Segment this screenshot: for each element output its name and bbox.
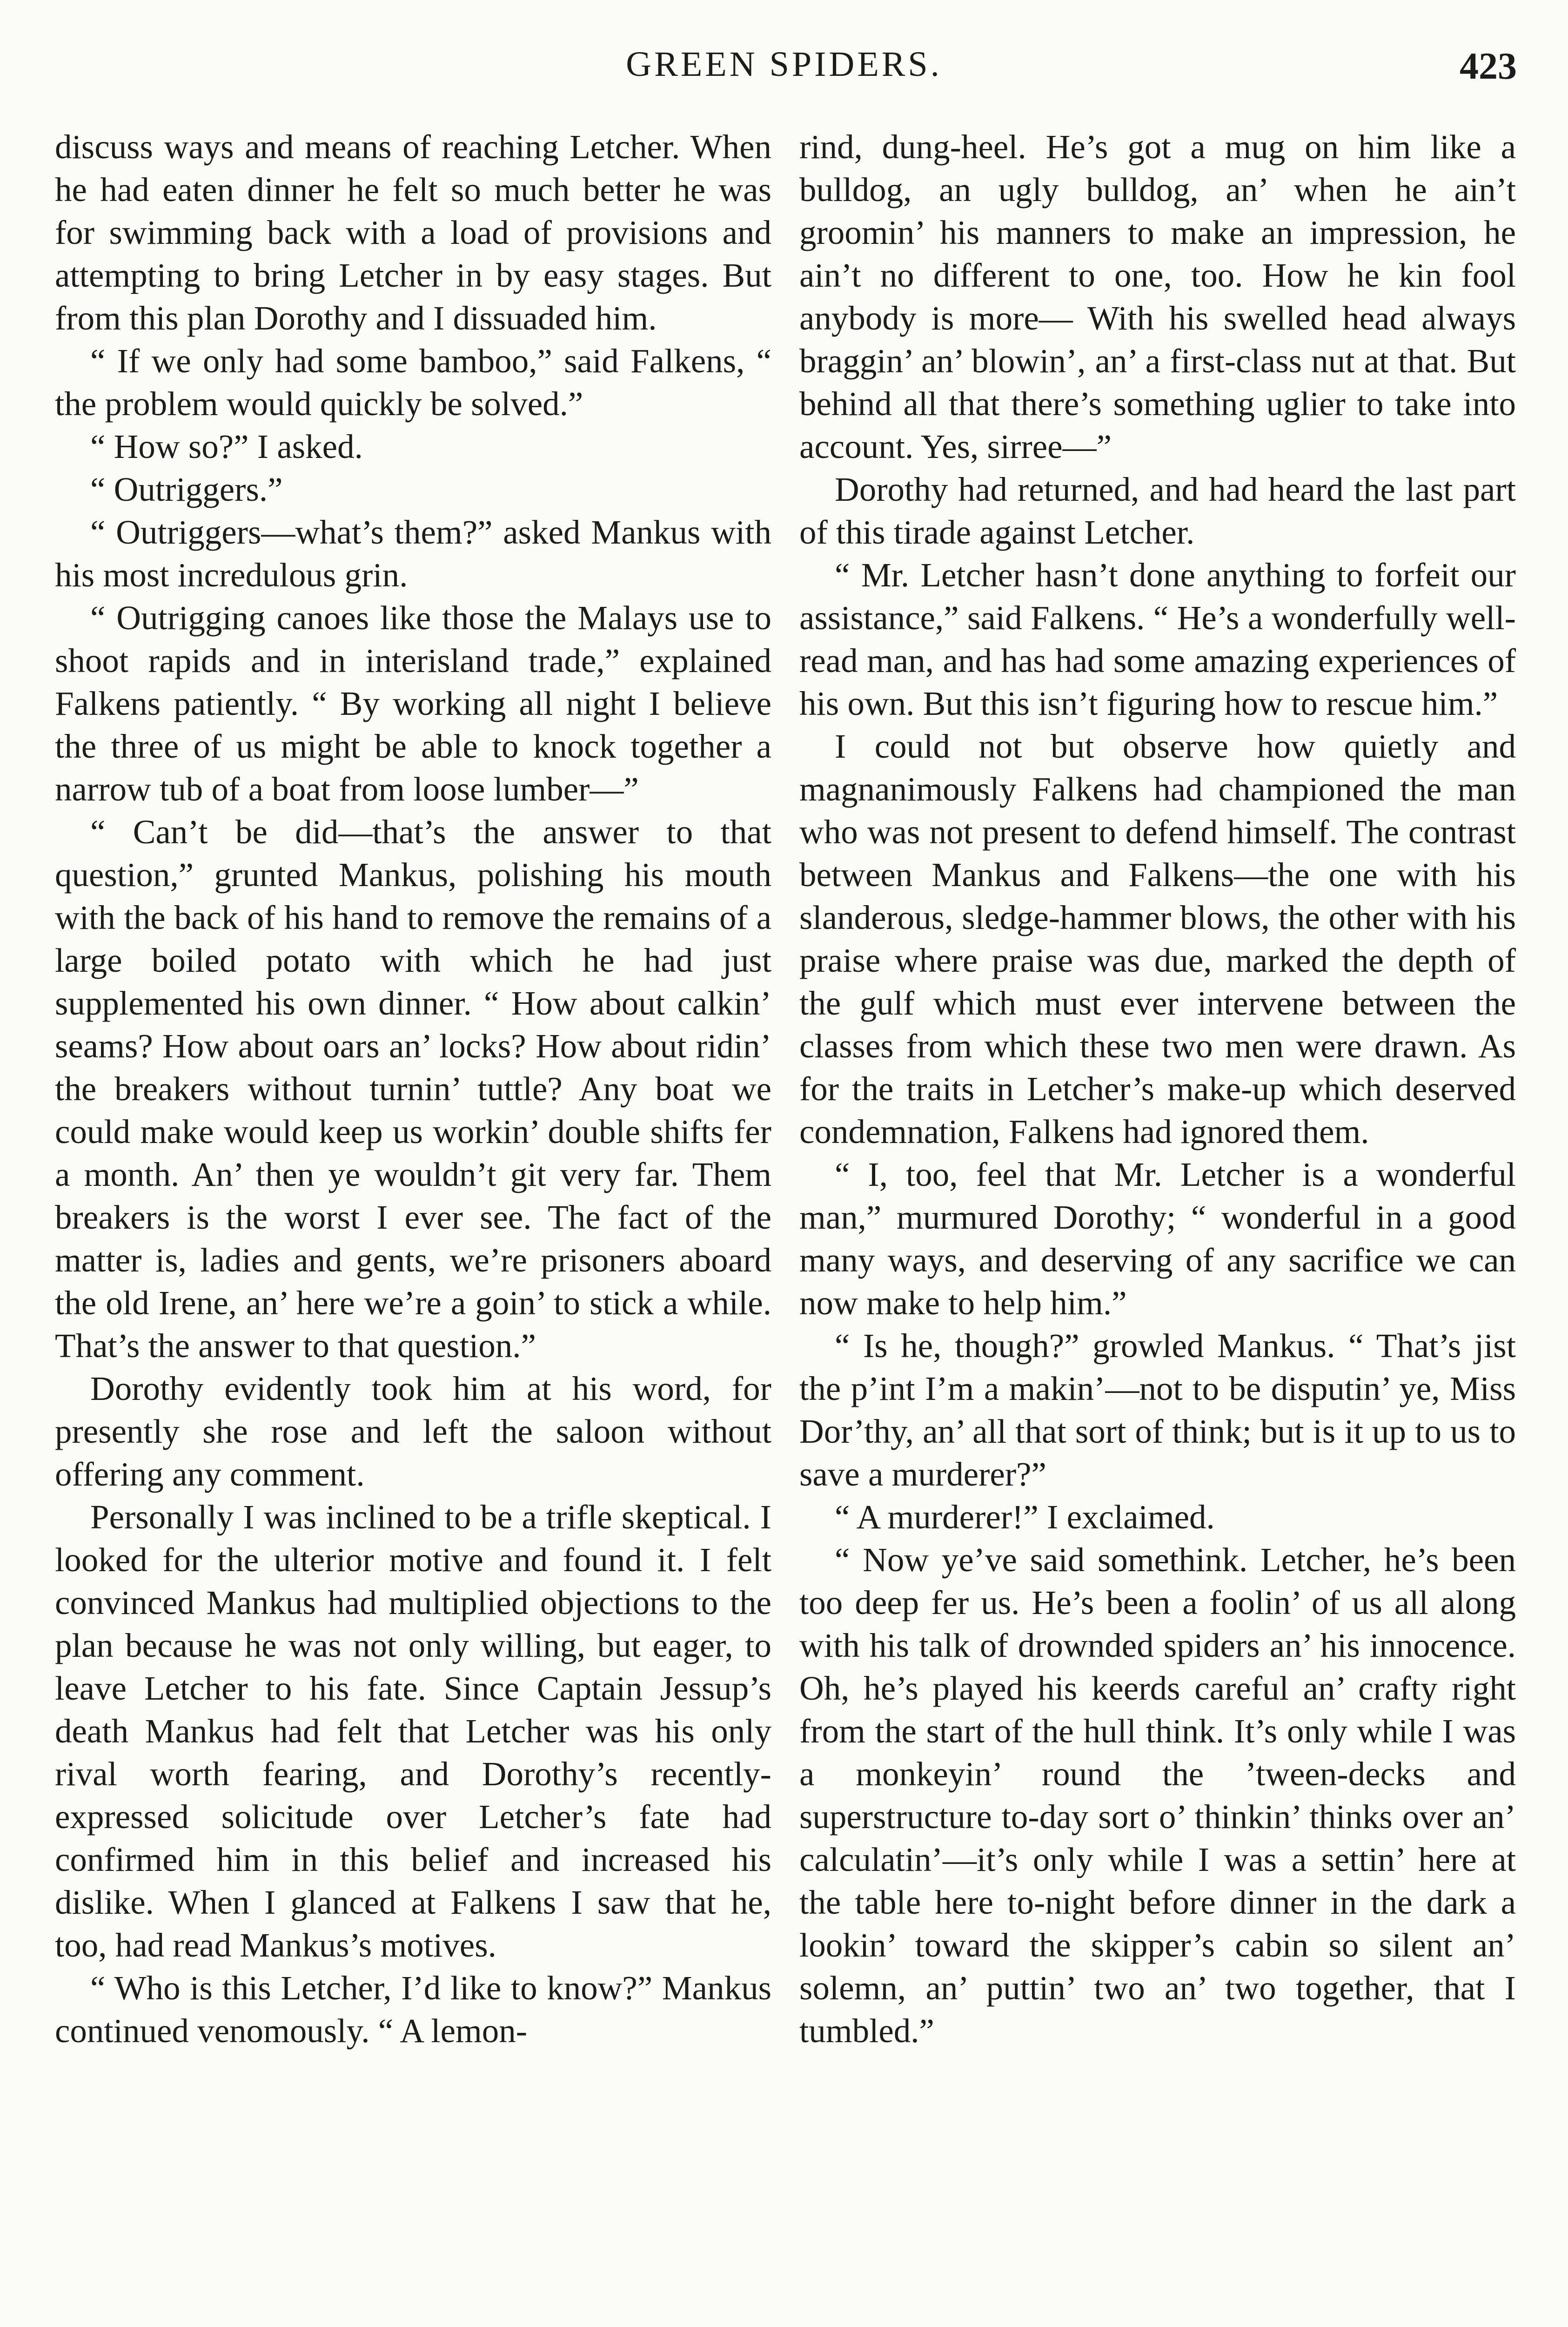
paragraph: “ Outrigging canoes like those the Malays use to shoot rapids and in interisland trade,” explained Falkens patiently. “ By working all night I believe the three of us might be able to knock together a narrow tub of a boat from loose lumber—” bbox=[55, 599, 771, 808]
paragraph: “ I, too, feel that Mr. Letcher is a wonderful man,” murmured Dorothy; “ wonderful in a good many ways, and deserving of any sacrifice we can now make to help him.” bbox=[799, 1156, 1516, 1322]
paragraph: “ Mr. Letcher hasn’t done anything to forfeit our assistance,” said Falkens. “ He’s a wonderfully well-read man, and has had some amazing experiences of his own. But this isn’t figuring how to rescue him.” bbox=[799, 556, 1516, 722]
paragraph: Personally I was inclined to be a trifle skeptical. I looked for the ulterior motive and found it. I felt convinced Mankus had multiplied objections to the plan because he was not only willing, but eager, to leave Letcher to his fate. Since Captain Jessup’s death Mankus had felt that Letcher was his only rival worth fearing, and Dorothy’s recently-expressed solicitude over Letcher’s fate had confirmed him in this belief and increased his dislike. When I glanced at Falkens I saw that he, too, had read Mankus’s motives. bbox=[55, 1498, 771, 1964]
paragraph: discuss ways and means of reaching Letcher. When he had eaten dinner he felt so much better he was for swimming back with a load of provisions and attempting to bring Letcher in by easy stages. But from this plan Dorothy and I dissuaded him. bbox=[55, 128, 771, 337]
paragraph: “ Now ye’ve said somethink. Letcher, he’s been too deep fer us. He’s been a foolin’ of us all along with his talk of drownded spiders an’ his innocence. Oh, he’s played his keerds careful an’ crafty right from the start of the hull think. It’s only while I was a monkeyin’ round the ’tween-decks and superstructure to-day sort o’ thinkin’ thinks over an’ calculatin’—it’s only while I was a settin’ here at the table here to-night before dinner in the dark a lookin’ toward the skipper’s cabin so silent an’ solemn, an’ puttin’ two an’ two together, that I tumbled.” bbox=[799, 1541, 1516, 2050]
paragraph: “ Is he, though?” growled Mankus. “ That’s jist the p’int I’m a makin’—not to be disputin’ ye, Miss Dor’thy, an’ all that sort of think; but is it up to us to save a murderer?” bbox=[799, 1327, 1516, 1493]
paragraph: Dorothy had returned, and had heard the last part of this tirade against Letcher. bbox=[799, 471, 1516, 551]
paragraph: “ Outriggers—what’s them?” asked Mankus with his most incredulous grin. bbox=[55, 513, 771, 594]
paragraph: “ If we only had some bamboo,” said Falkens, “ the problem would quickly be solved.” bbox=[55, 342, 771, 423]
right-column bbox=[799, 126, 1516, 2052]
page-number: 423 bbox=[1460, 45, 1517, 87]
paragraph: “ Can’t be did—that’s the answer to that question,” grunted Mankus, polishing his mouth with the back of his hand to remove the remains of a large boiled potato with which he had just supplemented his own dinner. “ How about calkin’ seams? How about oars an’ locks? How about ridin’ the breakers without turnin’ tuttle? Any boat we could make would keep us workin’ double shifts fer a month. An’ then ye wouldn’t git very far. Them breakers is the worst I ever see. The fact of the matter is, ladies and gents, we’re prisoners aboard the old Irene, an’ here we’re a goin’ to stick a while. That’s the answer to that question.” bbox=[55, 813, 771, 1365]
paragraph: rind, dung-heel. He’s got a mug on him like a bulldog, an ugly bulldog, an’ when he ain’t groomin’ his manners to make an impression, he ain’t no different to one, too. How he kin fool anybody is more— With his swelled head always braggin’ an’ blowin’, an’ a first-class nut at that. But behind all that there’s something uglier to take into account. Yes, sirree—” bbox=[799, 128, 1516, 465]
left-column bbox=[55, 126, 771, 2052]
paragraph: “ Outriggers.” bbox=[90, 471, 283, 508]
page-header bbox=[0, 44, 1568, 95]
paragraph: “ How so?” I asked. bbox=[90, 428, 363, 465]
running-title: GREEN SPIDERS. bbox=[626, 45, 942, 84]
paragraph: I could not but observe how quietly and magnanimously Falkens had championed the man who was not present to defend himself. The contrast between Mankus and Falkens—the one with his slanderous, sledge-hammer blows, the other with his praise where praise was due, marked the depth of the gulf which must ever intervene between the classes from which these two men were drawn. As for the traits in Letcher’s make-up which deserved condemnation, Falkens had ignored them. bbox=[799, 727, 1516, 1150]
paragraph: Dorothy evidently took him at his word, for presently she rose and left the saloon without offering any comment. bbox=[55, 1370, 771, 1493]
paragraph: “ Who is this Letcher, I’d like to know?” Mankus continued venomously. “ A lemon- bbox=[55, 1969, 771, 2050]
paragraph: “ A murderer!” I exclaimed. bbox=[835, 1498, 1215, 1536]
